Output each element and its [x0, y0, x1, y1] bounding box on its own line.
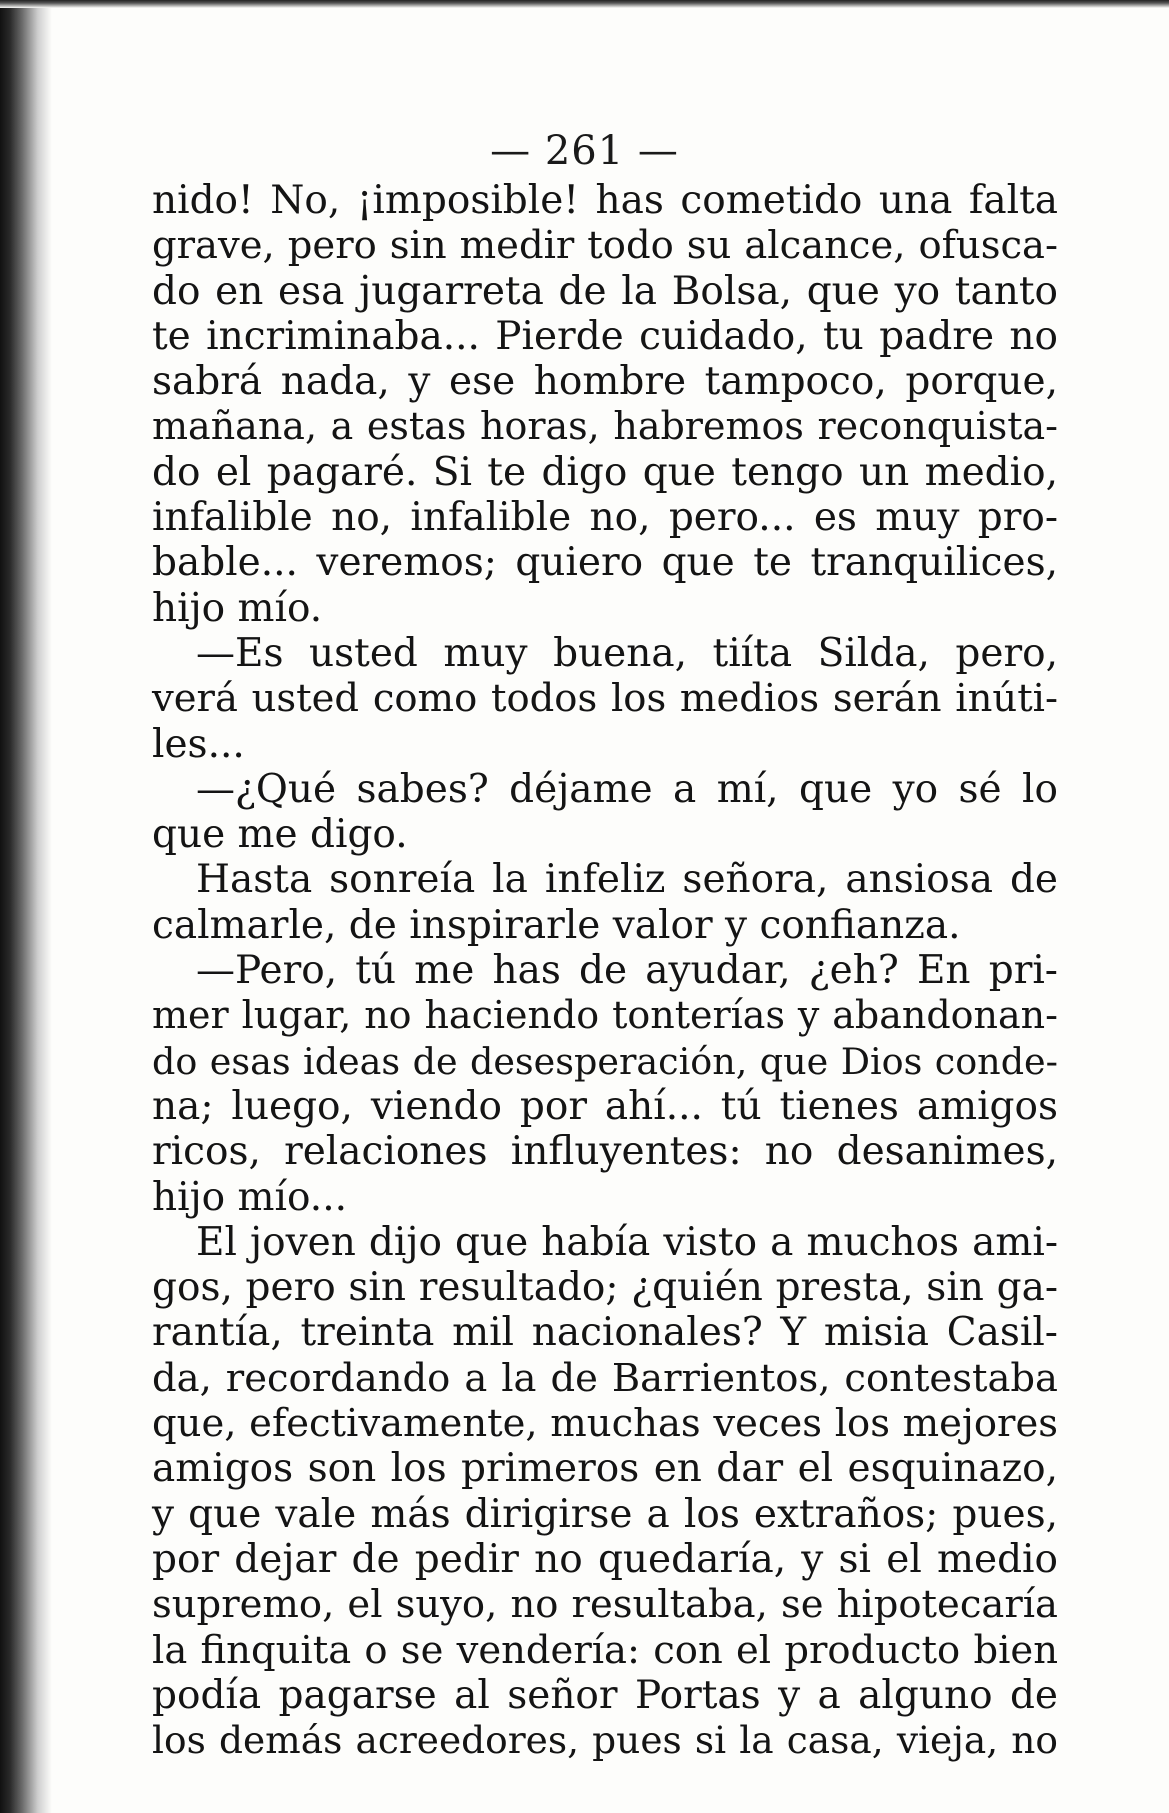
text-line: da, recordando a la de Barrientos, contestaba — [152, 1355, 1058, 1401]
text-line: infalible no, infalible no, pero... es muy pro- — [152, 495, 1058, 541]
text-line: y que vale más dirigirse a los extraños; pues, — [152, 1491, 1058, 1537]
text-line: sabrá nada, y ese hombre tampoco, porque, — [152, 359, 1058, 405]
text-line: rantía, treinta mil nacionales? Y misia Casil- — [152, 1310, 1058, 1356]
text-line: los demás acreedores, pues si la casa, vieja, no — [152, 1718, 1058, 1763]
text-line: calmarle, de inspirarle valor y confianza. — [152, 902, 961, 948]
text-line: la finquita o se vendería: con el producto bien — [152, 1627, 1058, 1673]
page-top-edge — [0, 0, 1169, 8]
text-line: —Es usted muy buena, tiíta Silda, pero, — [196, 630, 1058, 676]
text-line: mañana, a estas horas, habremos reconquista- — [152, 404, 1058, 449]
text-line: na; luego, viendo por ahí... tú tienes amigos — [152, 1083, 1058, 1129]
text-line: —Pero, tú me has de ayudar, ¿eh? En pri- — [196, 948, 1058, 994]
text-line: verá usted como todos los medios serán inúti- — [152, 676, 1058, 722]
text-line: les... — [152, 721, 245, 767]
text-line: supremo, el suyo, no resultaba, se hipotecaría — [152, 1582, 1058, 1628]
text-line: grave, pero sin medir todo su alcance, ofusca- — [152, 223, 1058, 269]
text-line: amigos son los primeros en dar el esquinazo, — [152, 1446, 1058, 1492]
book-binding-shadow — [0, 0, 52, 1813]
text-line: hijo mío... — [152, 1174, 347, 1220]
text-line: que me digo. — [152, 812, 408, 858]
page-number: — 261 — — [490, 128, 679, 174]
text-line: —¿Qué sabes? déjame a mí, que yo sé lo — [196, 766, 1058, 812]
text-line: mer lugar, no haciendo tonterías y abandonan- — [152, 993, 1058, 1038]
text-line: El joven dijo que había visto a muchos ami- — [196, 1219, 1058, 1265]
body-text — [152, 178, 1058, 1763]
text-line: por dejar de pedir no quedaría, y si el medio — [152, 1536, 1058, 1582]
text-line: hijo mío. — [152, 585, 323, 631]
text-line: do en esa jugarreta de la Bolsa, que yo tanto — [152, 268, 1058, 314]
text-line: bable... veremos; quiero que te tranquilices, — [152, 540, 1058, 586]
text-line: Hasta sonreía la infeliz señora, ansiosa de — [196, 857, 1058, 903]
text-line: podía pagarse al señor Portas y a alguno de — [152, 1672, 1058, 1718]
text-line: gos, pero sin resultado; ¿quién presta, sin ga- — [152, 1265, 1058, 1311]
text-line: que, efectivamente, muchas veces los mejores — [152, 1401, 1058, 1447]
text-line: do el pagaré. Si te digo que tengo un medio, — [152, 449, 1058, 495]
text-line: do esas ideas de desesperación, que Dios conde- — [152, 1039, 1058, 1083]
text-line: ricos, relaciones influyentes: no desanimes, — [152, 1129, 1058, 1175]
text-line: te incriminaba... Pierde cuidado, tu padre no — [152, 313, 1058, 359]
text-line: nido! No, ¡imposible! has cometido una falta — [152, 178, 1058, 223]
